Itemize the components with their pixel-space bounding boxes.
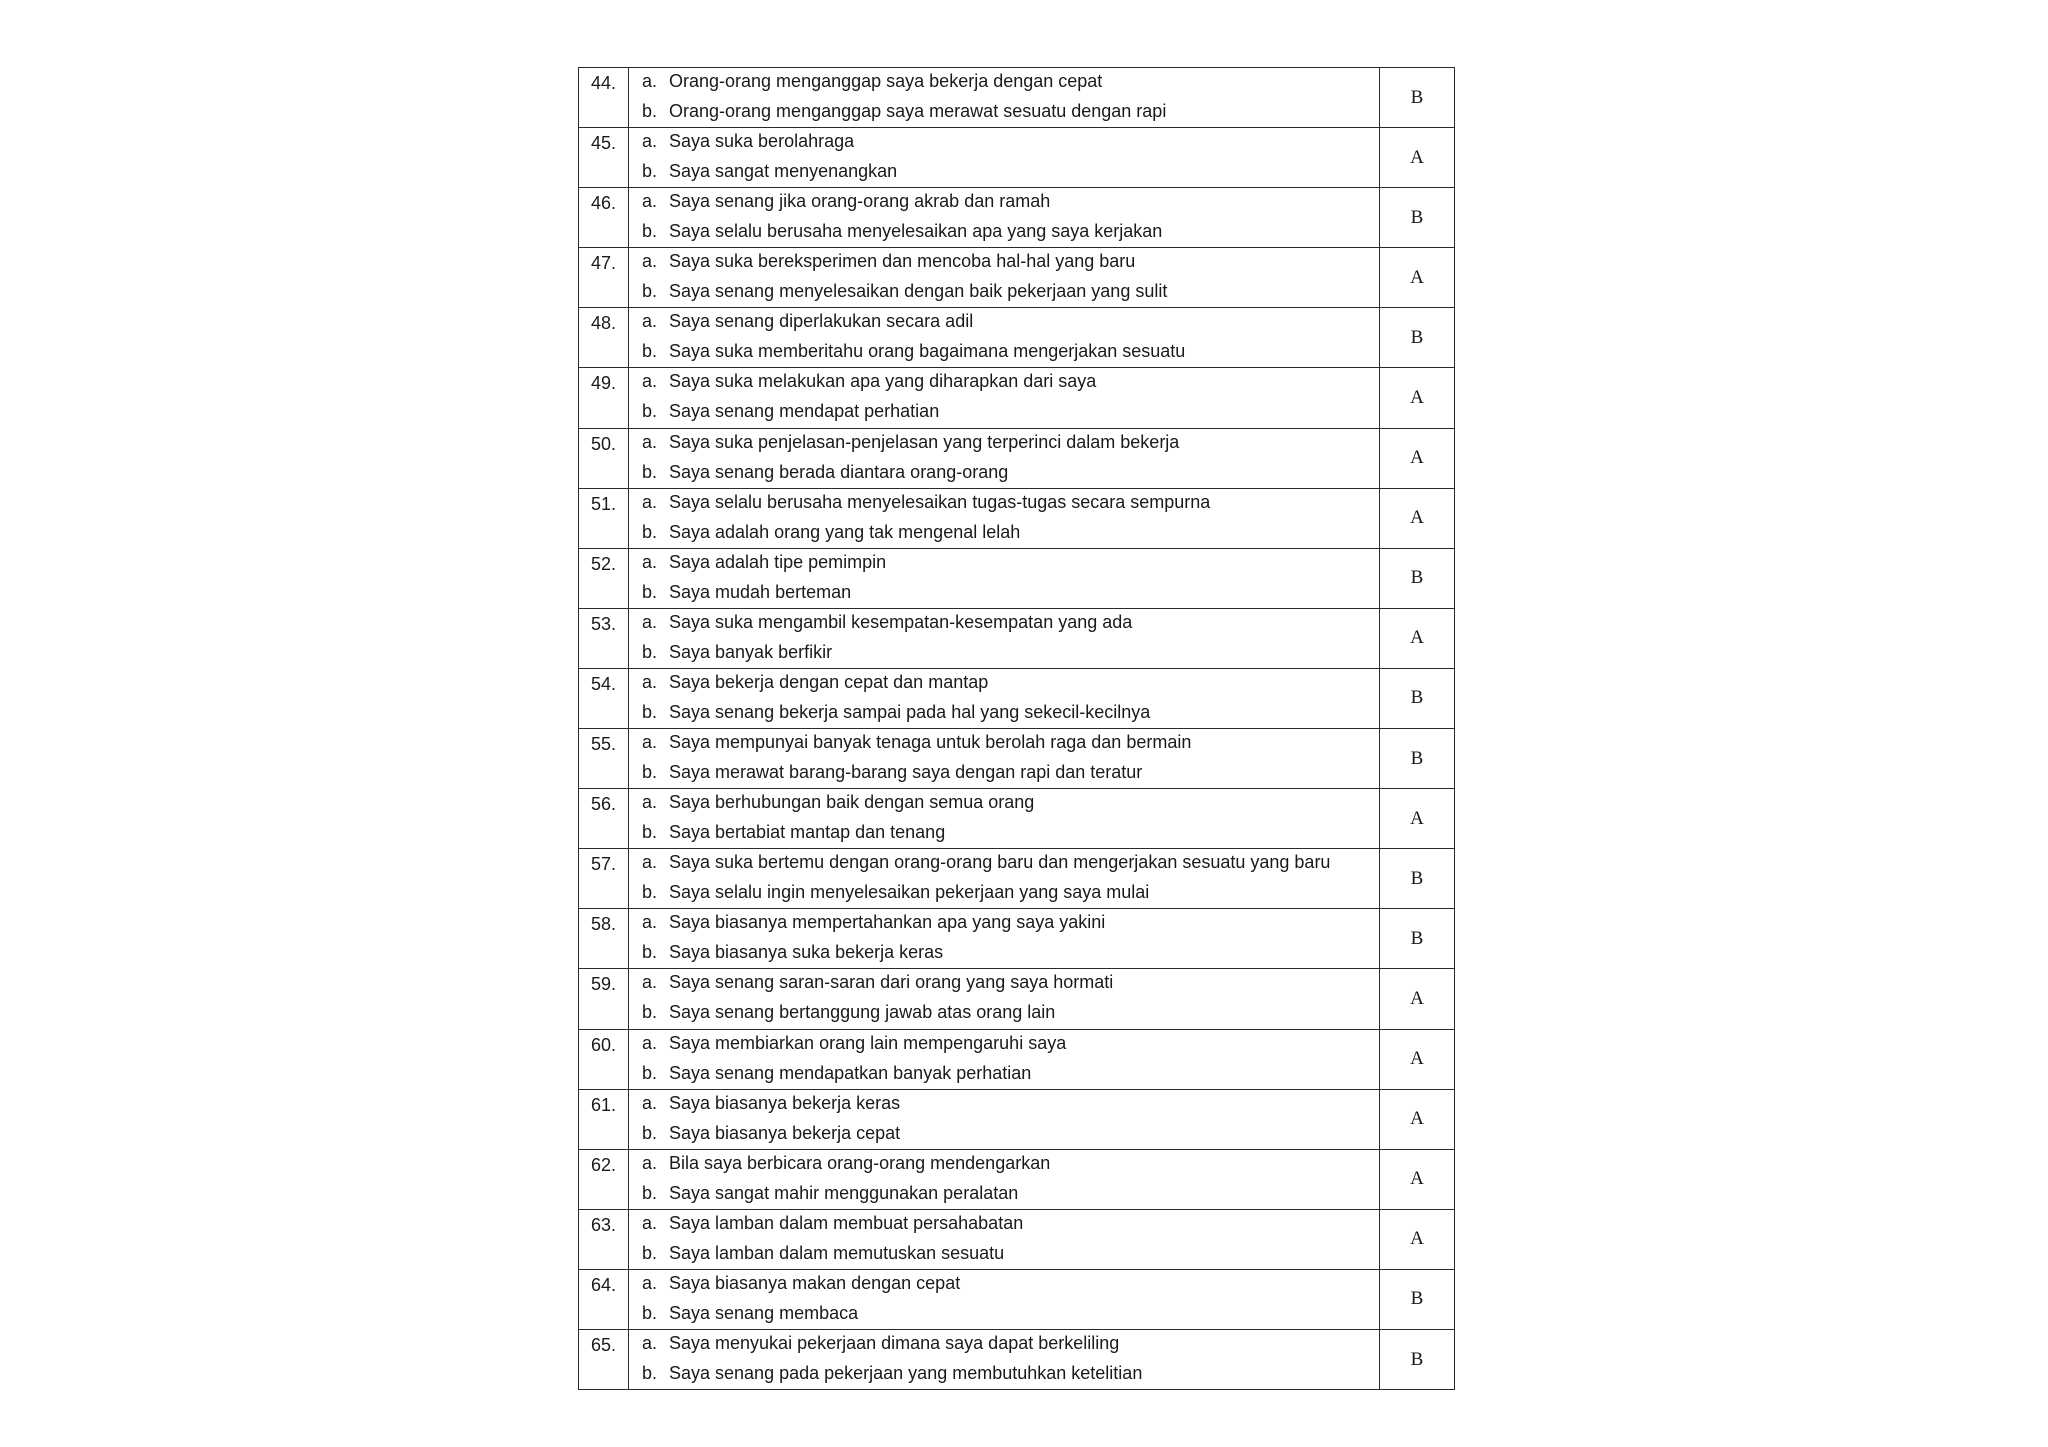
option-letter: b. — [642, 401, 658, 422]
answer-cell: A — [1380, 1089, 1455, 1149]
question-number: 51. — [579, 488, 629, 548]
option-a — [642, 66, 1379, 96]
option-a — [642, 727, 1379, 757]
question-number: 54. — [579, 668, 629, 728]
question-row — [579, 488, 1455, 548]
option-a — [642, 1148, 1379, 1178]
option-b — [642, 336, 1379, 366]
option-a — [642, 667, 1379, 697]
option-text: Saya senang bertanggung jawab atas orang lain — [669, 1002, 1056, 1023]
question-row — [579, 789, 1455, 849]
question-options — [629, 969, 1380, 1029]
option-a — [642, 1088, 1379, 1118]
answer-cell: A — [1380, 1029, 1455, 1089]
question-row — [579, 1269, 1455, 1329]
option-letter: a. — [642, 311, 658, 332]
option-text: Orang-orang menganggap saya merawat sesuatu dengan rapi — [669, 101, 1167, 121]
option-a — [642, 246, 1379, 276]
answer-cell: B — [1380, 1329, 1455, 1389]
option-text: Saya senang pada pekerjaan yang membutuhkan ketelitian — [669, 1362, 1143, 1383]
option-text: Saya suka bereksperimen dan mencoba hal-hal yang baru — [669, 251, 1136, 272]
option-letter: a. — [642, 972, 658, 993]
question-number: 61. — [579, 1089, 629, 1149]
question-options — [629, 668, 1380, 728]
option-b — [642, 457, 1379, 487]
option-a — [642, 1028, 1379, 1058]
question-row — [579, 1029, 1455, 1089]
answer-cell: A — [1380, 789, 1455, 849]
option-b — [642, 877, 1379, 907]
question-options — [629, 849, 1380, 909]
answer-cell: A — [1380, 1149, 1455, 1209]
option-a — [642, 787, 1379, 817]
option-letter: a. — [642, 131, 658, 152]
question-options — [629, 1269, 1380, 1329]
question-options — [629, 128, 1380, 188]
option-letter: b. — [642, 161, 658, 182]
option-letter: b. — [642, 701, 658, 722]
question-number: 64. — [579, 1269, 629, 1329]
option-letter: b. — [642, 1302, 658, 1323]
option-b — [642, 937, 1379, 967]
option-text: Saya selalu berusaha menyelesaikan apa yang saya kerjakan — [669, 221, 1163, 242]
option-b — [642, 1358, 1379, 1388]
option-letter: b. — [642, 461, 658, 482]
option-b — [642, 1058, 1379, 1088]
question-number: 48. — [579, 308, 629, 368]
option-b — [642, 1238, 1379, 1268]
option-a — [642, 847, 1379, 877]
option-letter: b. — [642, 221, 658, 242]
question-row — [579, 909, 1455, 969]
question-number: 59. — [579, 969, 629, 1029]
answer-cell: A — [1380, 128, 1455, 188]
question-number: 53. — [579, 608, 629, 668]
option-letter: a. — [642, 431, 658, 452]
option-b — [642, 276, 1379, 306]
option-a — [642, 607, 1379, 637]
option-a — [642, 366, 1379, 396]
answer-cell: A — [1380, 608, 1455, 668]
question-options — [629, 729, 1380, 789]
question-row — [579, 668, 1455, 728]
question-row — [579, 969, 1455, 1029]
question-number: 60. — [579, 1029, 629, 1089]
option-letter: a. — [642, 792, 658, 813]
question-number: 49. — [579, 368, 629, 428]
option-text: Saya suka memberitahu orang bagaimana mengerjakan sesuatu — [669, 341, 1186, 362]
option-text: Saya mudah berteman — [669, 581, 852, 602]
answer-cell: B — [1380, 909, 1455, 969]
option-letter: a. — [642, 1092, 658, 1113]
question-options — [629, 548, 1380, 608]
question-options — [629, 308, 1380, 368]
answer-cell: B — [1380, 548, 1455, 608]
option-b — [642, 817, 1379, 847]
option-letter: a. — [642, 1032, 658, 1053]
option-text: Saya senang mendapatkan banyak perhatian — [669, 1062, 1032, 1083]
question-row — [579, 128, 1455, 188]
option-a — [642, 427, 1379, 457]
question-row — [579, 68, 1455, 128]
option-text: Saya suka berolahraga — [669, 131, 855, 152]
question-number: 46. — [579, 188, 629, 248]
option-text: Saya merawat barang-barang saya dengan rapi dan teratur — [669, 762, 1143, 783]
question-options — [629, 188, 1380, 248]
option-letter: a. — [642, 71, 658, 91]
option-text: Saya menyukai pekerjaan dimana saya dapat berkeliling — [669, 1332, 1120, 1353]
question-options — [629, 909, 1380, 969]
option-letter: a. — [642, 1212, 658, 1233]
option-letter: b. — [642, 1182, 658, 1203]
question-row — [579, 248, 1455, 308]
option-letter: a. — [642, 1152, 658, 1173]
option-text: Saya suka melakukan apa yang diharapkan dari saya — [669, 371, 1097, 392]
question-row — [579, 1149, 1455, 1209]
option-text: Saya senang saran-saran dari orang yang saya hormati — [669, 972, 1114, 993]
option-letter: a. — [642, 551, 658, 572]
option-b — [642, 216, 1379, 246]
option-a — [642, 487, 1379, 517]
option-letter: a. — [642, 371, 658, 392]
question-options — [629, 789, 1380, 849]
answer-cell: B — [1380, 188, 1455, 248]
question-options — [629, 488, 1380, 548]
question-row — [579, 308, 1455, 368]
option-a — [642, 306, 1379, 336]
question-row — [579, 548, 1455, 608]
option-text: Saya lamban dalam membuat persahabatan — [669, 1212, 1024, 1233]
option-text: Saya selalu berusaha menyelesaikan tugas-tugas secara sempurna — [669, 491, 1211, 512]
option-text: Saya senang jika orang-orang akrab dan ramah — [669, 191, 1051, 212]
option-letter: b. — [642, 822, 658, 843]
question-number: 63. — [579, 1209, 629, 1269]
option-a — [642, 547, 1379, 577]
option-letter: a. — [642, 251, 658, 272]
option-a — [642, 126, 1379, 156]
option-text: Saya sangat menyenangkan — [669, 161, 898, 182]
option-letter: a. — [642, 1332, 658, 1353]
option-a — [642, 1328, 1379, 1358]
option-letter: a. — [642, 611, 658, 632]
option-text: Saya senang membaca — [669, 1302, 859, 1323]
answer-cell: B — [1380, 668, 1455, 728]
option-letter: b. — [642, 1002, 658, 1023]
question-number: 44. — [579, 68, 629, 128]
question-number: 50. — [579, 428, 629, 488]
option-text: Saya bertabiat mantap dan tenang — [669, 822, 946, 843]
option-text: Saya biasanya bekerja keras — [669, 1092, 901, 1113]
question-number: 62. — [579, 1149, 629, 1209]
option-letter: b. — [642, 101, 658, 121]
question-row — [579, 608, 1455, 668]
option-b — [642, 96, 1379, 126]
answer-cell: A — [1380, 428, 1455, 488]
option-text: Saya biasanya bekerja cepat — [669, 1122, 901, 1143]
answer-cell: B — [1380, 68, 1455, 128]
option-letter: b. — [642, 581, 658, 602]
option-letter: b. — [642, 882, 658, 903]
answer-cell: B — [1380, 308, 1455, 368]
answer-cell: A — [1380, 1209, 1455, 1269]
option-letter: b. — [642, 521, 658, 542]
questionnaire-body — [579, 68, 1455, 1390]
option-text: Saya lamban dalam memutuskan sesuatu — [669, 1242, 1005, 1263]
option-text: Saya berhubungan baik dengan semua orang — [669, 792, 1035, 813]
answer-cell: A — [1380, 368, 1455, 428]
question-options — [629, 68, 1380, 128]
option-text: Saya suka mengambil kesempatan-kesempatan yang ada — [669, 611, 1133, 632]
option-text: Saya membiarkan orang lain mempengaruhi saya — [669, 1032, 1067, 1053]
option-letter: a. — [642, 491, 658, 512]
answer-cell: B — [1380, 729, 1455, 789]
question-row — [579, 729, 1455, 789]
option-letter: b. — [642, 281, 658, 302]
question-options — [629, 1329, 1380, 1389]
option-text: Saya adalah orang yang tak mengenal lelah — [669, 521, 1021, 542]
question-options — [629, 1149, 1380, 1209]
option-letter: a. — [642, 852, 658, 873]
option-text: Saya biasanya makan dengan cepat — [669, 1272, 961, 1293]
question-row — [579, 849, 1455, 909]
option-letter: b. — [642, 1362, 658, 1383]
answer-cell: A — [1380, 969, 1455, 1029]
question-options — [629, 368, 1380, 428]
option-text: Saya selalu ingin menyelesaikan pekerjaan yang saya mulai — [669, 882, 1150, 903]
question-number: 57. — [579, 849, 629, 909]
option-b — [642, 757, 1379, 787]
option-text: Saya sangat mahir menggunakan peralatan — [669, 1182, 1019, 1203]
question-number: 45. — [579, 128, 629, 188]
option-letter: a. — [642, 912, 658, 933]
option-text: Saya senang bekerja sampai pada hal yang sekecil-kecilnya — [669, 701, 1151, 722]
option-text: Saya senang berada diantara orang-orang — [669, 461, 1009, 482]
answer-cell: A — [1380, 248, 1455, 308]
question-row — [579, 1089, 1455, 1149]
option-letter: b. — [642, 1062, 658, 1083]
option-a — [642, 967, 1379, 997]
option-b — [642, 637, 1379, 667]
option-b — [642, 577, 1379, 607]
option-letter: a. — [642, 191, 658, 212]
question-number: 56. — [579, 789, 629, 849]
answer-cell: B — [1380, 849, 1455, 909]
option-b — [642, 156, 1379, 186]
option-b — [642, 1118, 1379, 1148]
option-b — [642, 697, 1379, 727]
question-options — [629, 428, 1380, 488]
option-b — [642, 1298, 1379, 1328]
option-letter: a. — [642, 732, 658, 753]
option-text: Saya banyak berfikir — [669, 641, 833, 662]
question-number: 55. — [579, 729, 629, 789]
option-letter: a. — [642, 1272, 658, 1293]
option-text: Saya bekerja dengan cepat dan mantap — [669, 671, 989, 692]
option-a — [642, 1208, 1379, 1238]
option-b — [642, 1178, 1379, 1208]
questionnaire-table — [578, 67, 1455, 1390]
option-text: Saya senang mendapat perhatian — [669, 401, 940, 422]
option-text: Saya senang menyelesaikan dengan baik pekerjaan yang sulit — [669, 281, 1168, 302]
question-options — [629, 1089, 1380, 1149]
option-letter: b. — [642, 762, 658, 783]
option-b — [642, 997, 1379, 1027]
option-text: Saya mempunyai banyak tenaga untuk berolah raga dan bermain — [669, 732, 1192, 753]
option-letter: a. — [642, 671, 658, 692]
question-row — [579, 428, 1455, 488]
option-a — [642, 1268, 1379, 1298]
option-b — [642, 517, 1379, 547]
option-letter: b. — [642, 942, 658, 963]
question-number: 58. — [579, 909, 629, 969]
answer-cell: B — [1380, 1269, 1455, 1329]
question-row — [579, 1329, 1455, 1389]
question-row — [579, 368, 1455, 428]
option-text: Bila saya berbicara orang-orang mendengarkan — [669, 1152, 1051, 1173]
question-options — [629, 608, 1380, 668]
option-text: Saya biasanya suka bekerja keras — [669, 942, 944, 963]
answer-cell: A — [1380, 488, 1455, 548]
question-row — [579, 1209, 1455, 1269]
option-letter: b. — [642, 341, 658, 362]
option-text: Saya suka penjelasan-penjelasan yang terperinci dalam bekerja — [669, 431, 1180, 452]
option-letter: b. — [642, 641, 658, 662]
option-letter: b. — [642, 1122, 658, 1143]
option-text: Saya suka bertemu dengan orang-orang baru dan mengerjakan sesuatu yang baru — [669, 852, 1331, 873]
question-options — [629, 1029, 1380, 1089]
question-options — [629, 1209, 1380, 1269]
question-number: 65. — [579, 1329, 629, 1389]
option-text: Saya biasanya mempertahankan apa yang saya yakini — [669, 912, 1106, 933]
option-letter: b. — [642, 1242, 658, 1263]
option-text: Saya adalah tipe pemimpin — [669, 551, 887, 572]
question-row — [579, 188, 1455, 248]
option-b — [642, 396, 1379, 426]
option-a — [642, 186, 1379, 216]
option-text: Orang-orang menganggap saya bekerja dengan cepat — [669, 71, 1103, 91]
option-text: Saya senang diperlakukan secara adil — [669, 311, 974, 332]
question-number: 52. — [579, 548, 629, 608]
question-number: 47. — [579, 248, 629, 308]
option-a — [642, 907, 1379, 937]
question-options — [629, 248, 1380, 308]
